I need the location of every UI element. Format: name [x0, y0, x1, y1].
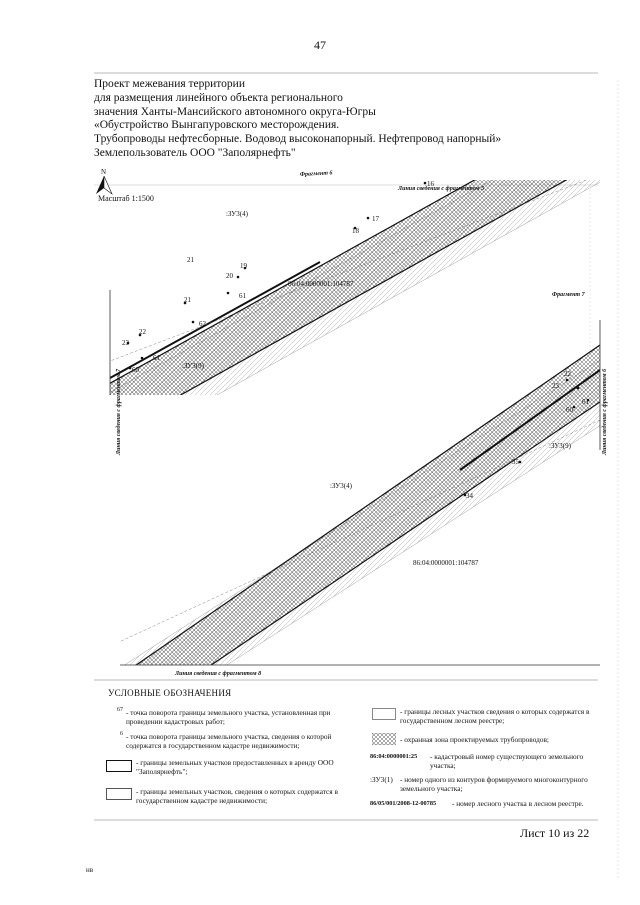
cadastral-label: 86:04:0000001:104787: [288, 280, 354, 288]
north-label: N: [101, 168, 107, 176]
page-number: 47: [314, 38, 326, 52]
legend-title: УСЛОВНЫЕ ОБОЗНАЧЕНИЯ: [108, 688, 232, 698]
title-line: Землепользователь ООО "Заполярнефть": [94, 146, 296, 159]
point-label: 61: [153, 354, 160, 362]
parcel-label: :ЗУ3(4): [330, 482, 352, 490]
fragment-label-top: Фрагмент 6: [299, 170, 333, 178]
scale-label: Масштаб 1:1500: [98, 194, 154, 203]
point-label: 21: [187, 256, 194, 264]
legend-item-cadastral-number: - кадастровый номер существующего земельного участка;: [430, 752, 584, 770]
footer-mark: нв: [86, 866, 94, 874]
legend-item-lease: - границы земельных участков предоставленных в аренду ООО "Заполярнефть";: [136, 758, 334, 776]
match-line-label-7: Линия сведения с фрагментом 7: [116, 368, 122, 455]
point-label: 34: [466, 492, 473, 500]
point-label: 16: [427, 180, 434, 188]
parcel-label: :ЗУ3(9): [182, 362, 204, 370]
legend-item-cadastre: - границы земельных участков, сведения о которых содержатся в государственном кадастре недвижимости;: [136, 787, 338, 805]
legend-marker-b: 6: [120, 731, 123, 737]
sheet-number: Лист 10 из 22: [520, 826, 590, 840]
legend-swatch-lease: [106, 760, 132, 772]
legend-swatch-protection-zone: [372, 733, 396, 745]
point-label: 22: [564, 370, 571, 378]
legend-item-forest-number: - номер лесного участка в лесном реестре.: [452, 799, 584, 808]
point-label: 60: [566, 406, 573, 414]
title-line: Трубопроводы нефтесборные. Водовод высоконапорный. Нефтепровод напорный»: [94, 133, 502, 146]
title-line: для размещения линейного объекта регионального: [94, 91, 343, 104]
point-label: 18: [352, 227, 359, 235]
point-label: 17: [372, 215, 379, 223]
parcel-label: :ЗУ3(9): [549, 442, 571, 450]
legend-swatch-forest: [372, 708, 396, 720]
point-label: 61: [582, 398, 589, 406]
cadastral-label: 86:04:0000001:104787: [413, 559, 479, 567]
match-line-label-5: Линия сведения с фрагментом 5: [398, 186, 485, 192]
legend-code-forest: 86/05/001/2008-12-00785: [370, 800, 437, 807]
parcel-label: :ЗУ3(4): [226, 210, 248, 218]
point-label: 20: [226, 272, 233, 280]
legend-item-point-new: - точка поворота границы земельного участка, установленная при проведении кадастровых работ;: [126, 708, 331, 726]
point-label: 60: [132, 366, 139, 374]
point-label: 23: [122, 339, 129, 347]
match-line-label-8: Линия сведения с фрагментом 8: [175, 671, 262, 677]
title-line: значения Ханты-Мансийского автономного округа-Югры: [94, 105, 376, 118]
title-line: Проект межевания территории: [94, 78, 245, 90]
fragment-label-right: Фрагмент 7: [552, 292, 585, 298]
point-label: 19: [240, 262, 247, 270]
legend-swatch-cadastre: [106, 788, 132, 800]
legend-marker-a: 67: [117, 707, 123, 713]
point-label: 62: [199, 320, 206, 328]
legend-item-point-existing: - точка поворота границы земельного участка, сведения о которой содержатся в государственном кадастре недвижимости;: [126, 732, 332, 750]
legend-item-protection-zone: - охранная зона проектируемых трубопроводов;: [400, 735, 549, 744]
point-label: 23: [552, 382, 559, 390]
match-line-label-6: Линия сведения с фрагментом 6: [602, 368, 608, 455]
bottom-fragment: [70, 345, 640, 740]
legend-code-cadastral: 86:04:0000001:25: [370, 753, 418, 760]
legend-item-forest: - границы лесных участков сведения о которых содержатся в государственном лесном реестре;: [400, 707, 590, 725]
point-label: 22: [139, 328, 146, 336]
point-label: 35: [512, 458, 519, 466]
title-line: «Обустройство Вынгапуровского месторождения.: [94, 119, 340, 132]
legend-code-contour: :ЗУ3(1): [370, 775, 393, 784]
point-label: 61: [239, 292, 246, 300]
point-label: 21: [184, 296, 191, 304]
legend-item-contour: - номер одного из контуров формируемого многоконтурного земельного участка;: [400, 775, 588, 793]
